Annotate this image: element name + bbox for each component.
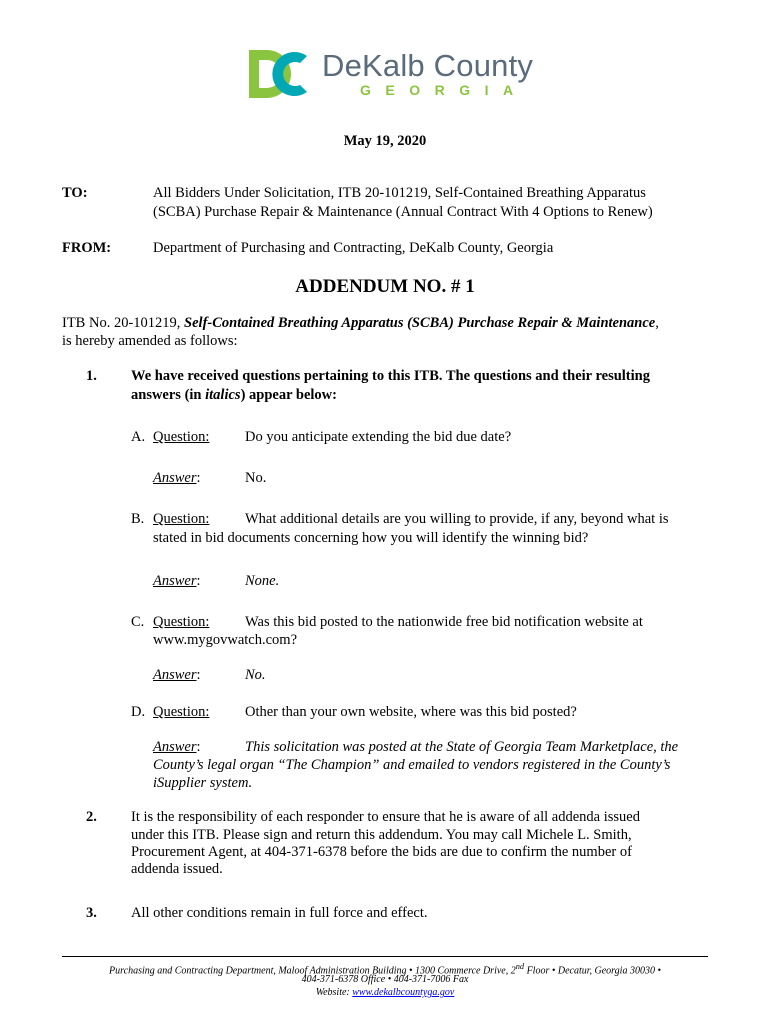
qa-a-question: Do you anticipate extending the bid due date?	[245, 429, 512, 445]
item3-line1: All other conditions remain in full force and effect.	[131, 905, 428, 921]
memo-date: May 19, 2020	[343, 133, 427, 149]
qa-c-question-line2: www.mygovwatch.com?	[153, 632, 298, 648]
item2-line3: Procurement Agent, at 404-371-6378 before the bids are due to confirm the number of	[131, 844, 632, 860]
footer-line1: Purchasing and Contracting Department, Maloof Administration Building • 1300 Commerce Drive, 2nd Floor • Decatur, Georgia 30030 •	[109, 962, 661, 977]
qa-a-answer: No.	[245, 470, 267, 486]
item1-line2-pre: answers (in	[131, 387, 206, 403]
intro-line1	[62, 314, 659, 333]
qa-a-letter: A.	[131, 429, 146, 445]
item1-number: 1.	[86, 368, 97, 384]
footer-line3	[0, 986, 770, 999]
qa-b-letter: B.	[131, 511, 145, 527]
item2-line4: addenda issued.	[131, 861, 223, 877]
qa-d-answer-line2: County’s legal organ “The Champion” and emailed to vendors registered in the County’s	[153, 757, 671, 773]
qa-a-question-label: Question:	[153, 429, 210, 445]
footer-line2: 404-371-6378 Office • 404-371-7006 Fax	[301, 974, 469, 985]
item1-line1: We have received questions pertaining to this ITB. The questions and their resulting	[131, 368, 650, 384]
qa-d-answer-label: Answer:	[153, 739, 201, 755]
to-text-line1: All Bidders Under Solicitation, ITB 20-101219, Self-Contained Breathing Apparatus	[153, 185, 646, 201]
qa-c-question: Was this bid posted to the nationwide free bid notification website at	[245, 614, 643, 630]
item1-line2-post: ) appear below:	[240, 387, 337, 403]
intro-prefix: ITB No. 20-101219,	[62, 315, 185, 331]
from-label: FROM:	[62, 240, 112, 256]
to-label: TO:	[62, 185, 88, 201]
qa-a-answer-label: Answer:	[153, 470, 201, 486]
item2-number: 2.	[86, 809, 97, 825]
footer-website-label: Website:	[315, 987, 353, 998]
qa-d-answer-line3: iSupplier system.	[153, 775, 253, 791]
qa-b-question-line2: stated in bid documents concerning how you will identify the winning bid?	[153, 530, 589, 546]
item2-line1: It is the responsibility of each responder to ensure that he is aware of all addenda issued	[131, 809, 640, 825]
item1-line2-italic: italics	[205, 387, 241, 403]
qa-b-answer-label: Answer:	[153, 573, 201, 589]
qa-d-question: Other than your own website, where was this bid posted?	[245, 704, 577, 720]
qa-c-question-label: Question:	[153, 614, 210, 630]
logo-title: DeKalb County	[322, 48, 534, 83]
logo-subtitle: GEORGIA	[360, 82, 528, 98]
qa-b-question: What additional details are you willing to provide, if any, beyond what is	[245, 511, 669, 527]
footer-website-link[interactable]: www.dekalbcountyga.gov	[352, 987, 455, 998]
qa-d-letter: D.	[131, 704, 146, 720]
qa-b-question-label: Question:	[153, 511, 210, 527]
qa-c-answer: No.	[245, 667, 266, 683]
item2-line2: under this ITB. Please sign and return this addendum. You may call Michele L. Smith,	[131, 827, 632, 843]
qa-c-letter: C.	[131, 614, 145, 630]
footer-divider	[62, 956, 708, 957]
addendum-title: ADDENDUM NO. # 1	[295, 276, 475, 297]
qa-b-answer: None.	[245, 573, 280, 589]
item3-number: 3.	[86, 905, 97, 921]
intro-itb-title: Self-Contained Breathing Apparatus (SCBA) Purchase Repair & Maintenance	[184, 315, 656, 331]
intro-suffix: ,	[655, 315, 659, 331]
to-text-line2: (SCBA) Purchase Repair & Maintenance (Annual Contract With 4 Options to Renew)	[153, 204, 653, 220]
from-text: Department of Purchasing and Contracting, DeKalb County, Georgia	[153, 240, 554, 256]
qa-d-question-label: Question:	[153, 704, 210, 720]
intro-line2: is hereby amended as follows:	[62, 333, 238, 349]
qa-d-answer: This solicitation was posted at the State of Georgia Team Marketplace, the	[245, 739, 679, 755]
item1-line2	[131, 386, 337, 405]
qa-c-answer-label: Answer:	[153, 667, 201, 683]
